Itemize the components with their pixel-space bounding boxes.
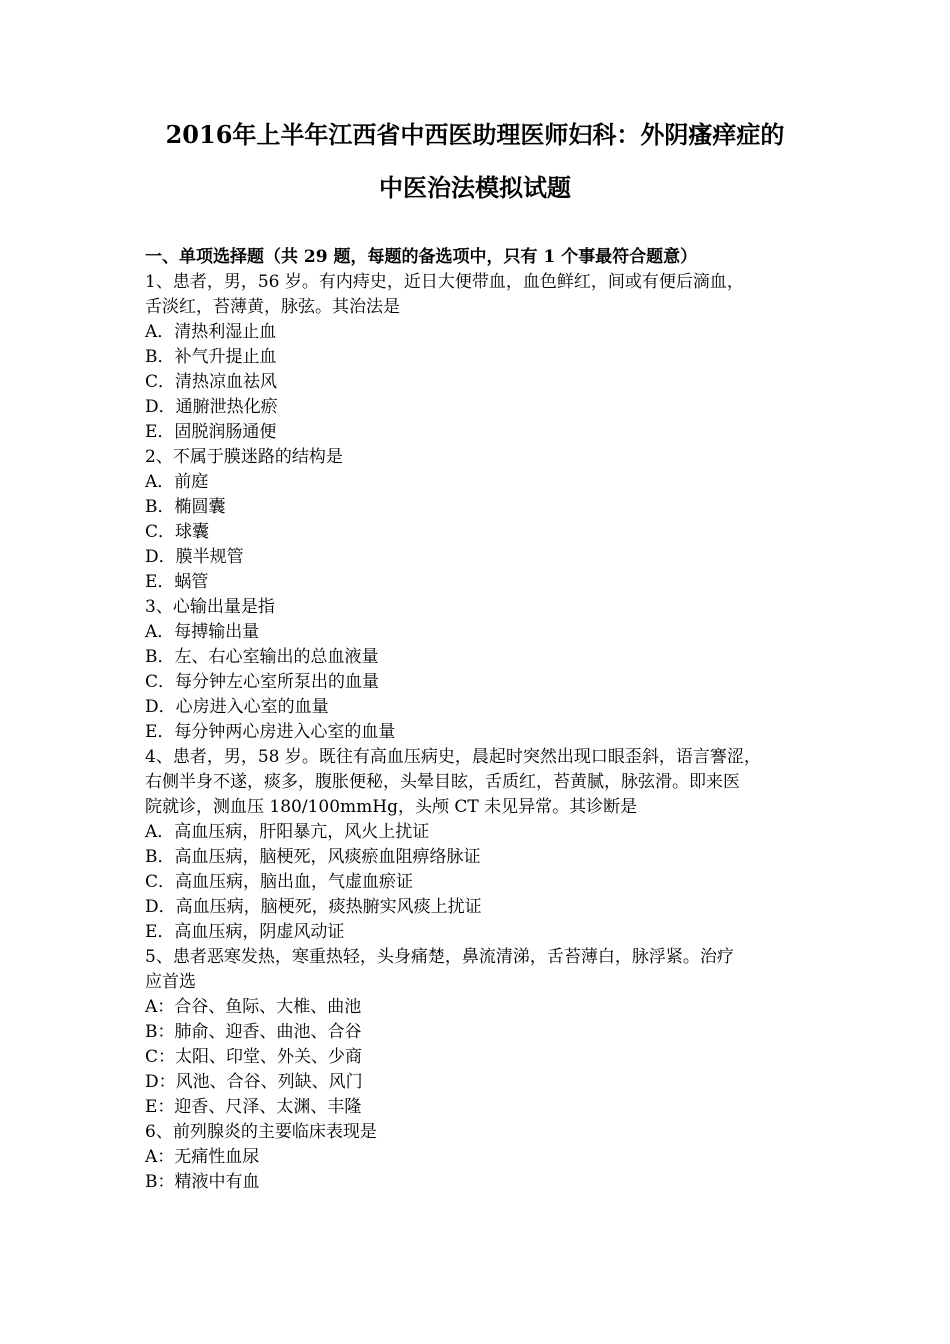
- section-heading: 一、单项选择题（共 29 题，每题的备选项中，只有 1 个事最符合题意）: [145, 247, 698, 267]
- question-text: 4、患者，男，58 岁。既往有高血压病史，晨起时突然出现口眼歪斜，语言謇涩，: [145, 747, 761, 767]
- question-text: 6、前列腺炎的主要临床表现是: [145, 1122, 377, 1142]
- answer-option: B．补气升提止血: [145, 347, 277, 367]
- answer-option: B．高血压病，脑梗死，风痰瘀血阻痹络脉证: [145, 847, 481, 867]
- answer-option: E．固脱润肠通便: [145, 422, 277, 442]
- answer-option: D．高血压病，脑梗死，痰热腑实风痰上扰证: [145, 897, 482, 917]
- document-title-line-1: 2016年上半年江西省中西医助理医师妇科：外阴瘙痒症的: [165, 120, 785, 149]
- question-3: [145, 595, 825, 745]
- question-text: 2、不属于膜迷路的结构是: [145, 447, 343, 467]
- answer-option: B：肺俞、迎香、曲池、合谷: [145, 1022, 362, 1042]
- answer-option: A．清热利湿止血: [145, 322, 277, 342]
- answer-option: C．球囊: [145, 522, 210, 542]
- question-5: [145, 945, 825, 1120]
- document-title-line-2: 中医治法模拟试题: [379, 173, 571, 202]
- answer-option: D：风池、合谷、列缺、风门: [145, 1072, 363, 1092]
- answer-option: E：迎香、尺泽、太渊、丰隆: [145, 1097, 362, 1117]
- question-6: [145, 1120, 825, 1195]
- answer-option: C．每分钟左心室所泵出的血量: [145, 672, 380, 692]
- answer-option: A：无痛性血尿: [145, 1147, 260, 1167]
- question-4: [145, 745, 825, 945]
- answer-option: D．通腑泄热化瘀: [145, 397, 278, 417]
- answer-option: A．前庭: [145, 472, 209, 492]
- answer-option: D．心房进入心室的血量: [145, 697, 329, 717]
- answer-option: C．清热凉血祛风: [145, 372, 278, 392]
- answer-option: B．左、右心室输出的总血液量: [145, 647, 379, 667]
- answer-option: E．每分钟两心房进入心室的血量: [145, 722, 396, 742]
- answer-option: A．高血压病，肝阳暴亢，风火上扰证: [145, 822, 430, 842]
- document-body: [145, 245, 825, 1195]
- answer-option: A．每搏输出量: [145, 622, 260, 642]
- answer-option: C：太阳、印堂、外关、少商: [145, 1047, 363, 1067]
- question-text: 3、心输出量是指: [145, 597, 275, 617]
- answer-option: A：合谷、鱼际、大椎、曲池: [145, 997, 362, 1017]
- question-2: [145, 445, 825, 595]
- answer-option: B．椭圆囊: [145, 497, 226, 517]
- question-text: 舌淡红，苔薄黄，脉弦。其治法是: [145, 297, 400, 317]
- question-text: 1、患者，男，56 岁。有内痔史，近日大便带血，血色鲜红，间或有便后滴血，: [145, 272, 744, 292]
- answer-option: E．高血压病，阴虚风动证: [145, 922, 345, 942]
- answer-option: C．高血压病，脑出血，气虚血瘀证: [145, 872, 414, 892]
- answer-option: D．膜半规管: [145, 547, 244, 567]
- question-text: 右侧半身不遂，痰多，腹胀便秘，头晕目眩，舌质红，苔黄腻，脉弦滑。即来医: [145, 772, 740, 792]
- question-text: 应首选: [145, 972, 196, 992]
- question-text: 院就诊，测血压 180/100mmHg，头颅 CT 未见异常。其诊断是: [145, 797, 638, 817]
- answer-option: E．蜗管: [145, 572, 209, 592]
- question-text: 5、患者恶寒发热，寒重热轻，头身痛楚，鼻流清涕，舌苔薄白，脉浮紧。治疗: [145, 947, 734, 967]
- answer-option: B：精液中有血: [145, 1172, 260, 1192]
- question-1: [145, 270, 825, 445]
